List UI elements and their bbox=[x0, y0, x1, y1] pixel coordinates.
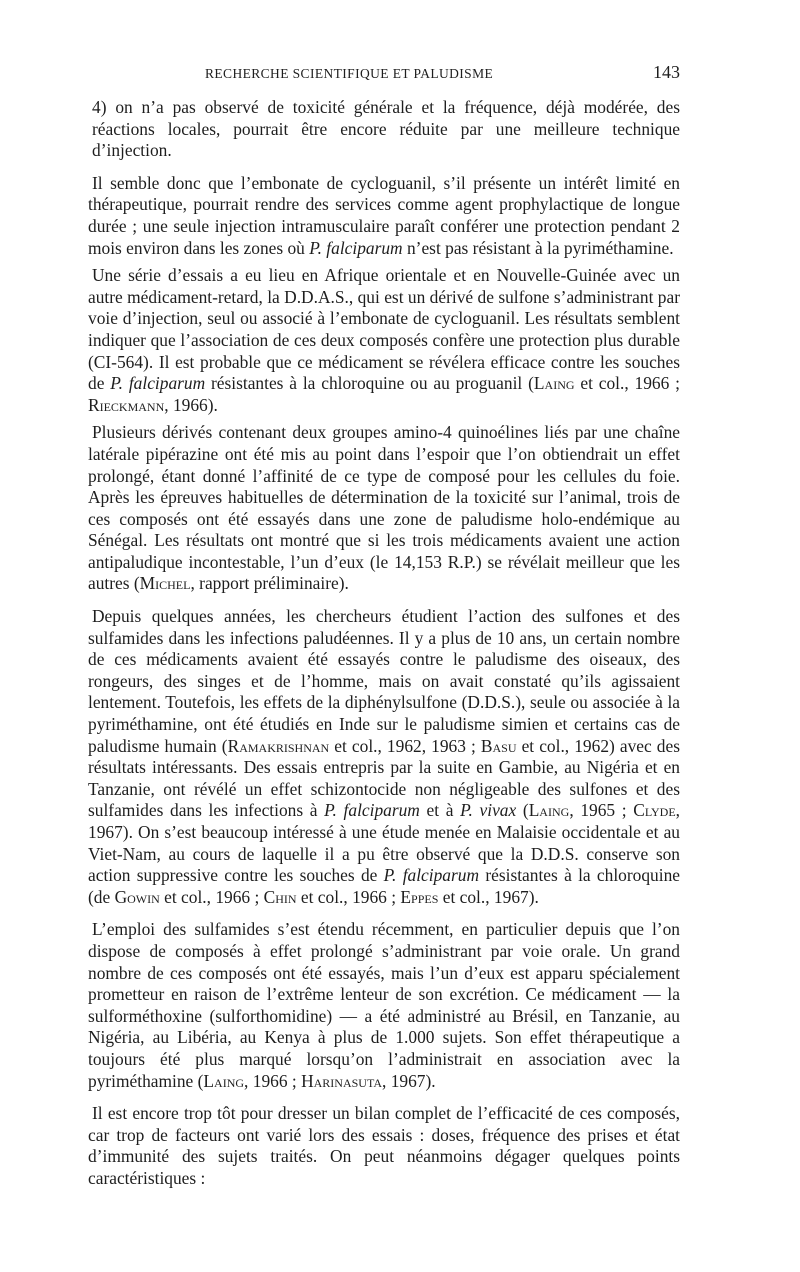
running-title: RECHERCHE SCIENTIFIQUE ET PALUDISME bbox=[205, 66, 494, 81]
paragraph-sulfamides: L’emploi des sulfamides s’est étendu récemment, en particulier depuis que l’on dispose de composés à effet prolongé s’administrant par voie orale. Un grand nombre de ces composés ont été essayés, mais l’un d’eux est apparu spécialement prometteur en raison de l’extrême lenteur de son excrétion. Ce médicament — la sulforméthoxine (sulforthomidine) — a été administré au Brésil, en Tanzanie, au Nigéria, au Libéria, au Kenya à plus de 1.000 sujets. Son effet thérapeutique a toujours été plus marqué lorsqu’on l’administrait en association avec la pyriméthamine (Laing, 1966 ; Harinasuta, 1967). bbox=[88, 919, 680, 1091]
species-name: P. falciparum bbox=[309, 237, 403, 258]
author-citation: Laing bbox=[528, 800, 570, 821]
species-name: P. falciparum bbox=[324, 800, 420, 821]
running-header bbox=[205, 62, 680, 86]
paragraph-quinoelines: Plusieurs dérivés contenant deux groupes amino-4 quinoélines liés par une chaîne latérale pipérazine ont été mis au point dans l’espoir que l’on obtiendrait un effet prolongé, étant donné l’affinité de ce type de composé pour les cellules du foie. Après les épreuves habituelles de détermination de la toxicité sur l’animal, trois de ces composés ont été essayés dans une zone de paludisme holo-endémique au Sénégal. Les résultats ont montré que si les trois médicaments avaient une action antipaludique incontestable, l’un d’eux (le 14,153 R.P.) se révélait meilleur que les autres (Michel, rapport préliminaire). bbox=[88, 422, 680, 594]
author-citation: Clyde bbox=[633, 800, 676, 821]
author-citation: Chin bbox=[263, 886, 297, 907]
author-citation: Laing bbox=[533, 373, 575, 394]
author-citation: Harinasuta bbox=[301, 1070, 382, 1091]
author-citation: Eppes bbox=[400, 886, 439, 907]
paragraph-bilan: Il est encore trop tôt pour dresser un bilan complet de l’efficacité de ces composés, car trop de facteurs ont varié lors des essais : doses, fréquence des prises et état d’immunité des sujets traités. On peut néanmoins dégager quelques points caractéristiques : bbox=[88, 1103, 680, 1188]
paragraph-ddas: Une série d’essais a eu lieu en Afrique orientale et en Nouvelle-Guinée avec un autre médicament-retard, la D.D.A.S., qui est un dérivé de sulfone s’administrant par voie d’injection, seul ou associé à l’embonate de cycloguanil. Les résultats semblent indiquer que l’association de ces deux composés confère une protection plus durable (CI-564). Il est probable que ce médicament se révélera efficace contre les souches de P. falciparum résistantes à la chloroquine ou au proguanil (Laing et col., 1966 ; Rieckmann, 1966). bbox=[88, 265, 680, 415]
author-citation: Basu bbox=[480, 735, 517, 756]
author-citation: Gowin bbox=[114, 886, 160, 907]
species-name: P. falciparum bbox=[383, 865, 480, 886]
paragraph-sulfones: Depuis quelques années, les chercheurs étudient l’action des sulfones et des sulfamides dans les infections paludéennes. Il y a plus de 10 ans, un certain nombre de ces médicaments avaient été essayés contre le paludisme des oiseaux, des rongeurs, des singes et de l’homme, mais on avait constaté qu’ils agissaient lentement. Toutefois, les effets de la diphénylsulfone (D.D.S.), seule ou associée à la pyriméthamine, ont été étudiés en Inde sur le paludisme simien et certains cas de paludisme humain (Ramakrishnan et col., 1962, 1963 ; Basu et col., 1962) avec des résultats intéressants. Des essais entrepris par la suite en Gambie, au Nigéria et en Tanzanie, ont révélé un effet schizontocide non négligeable des sulfones et des sulfamides dans les infections à P. falciparum et à P. vivax (Laing, 1965 ; Clyde, 1967). On s’est beaucoup intéressé à une étude menée en Malaisie occidentale et au Viet-Nam, au cours de laquelle il a pu être observé que la D.D.S. conserve son action suppressive contre les souches de P. falciparum résistantes à la chloroquine (de Gowin et col., 1966 ; Chin et col., 1966 ; Eppes et col., 1967). bbox=[88, 606, 681, 907]
author-citation: Laing bbox=[203, 1070, 245, 1091]
paragraph-embonate-cycloguanil: Il semble donc que l’embonate de cycloguanil, s’il présente un intérêt limité en thérapeutique, pourrait rendre des services comme agent prophylactique de longue durée ; une seule injection intramusculaire paraît conférer une protection pendant 2 mois environ dans les zones où P. falciparum n’est pas résistant à la pyriméthamine. bbox=[88, 172, 680, 258]
author-citation: Ramakrishnan bbox=[227, 735, 330, 756]
author-citation: Michel bbox=[139, 573, 191, 594]
page-number: 143 bbox=[653, 62, 680, 82]
list-item-4: 4) on n’a pas observé de toxicité générale et la fréquence, déjà modérée, des réactions locales, pourrait être encore réduite par une meilleure technique d’injection. bbox=[92, 97, 680, 161]
body-text bbox=[88, 97, 680, 1190]
species-name: P. falciparum bbox=[110, 373, 206, 394]
species-name: P. vivax bbox=[460, 800, 517, 821]
author-citation: Rieckmann bbox=[88, 394, 165, 415]
